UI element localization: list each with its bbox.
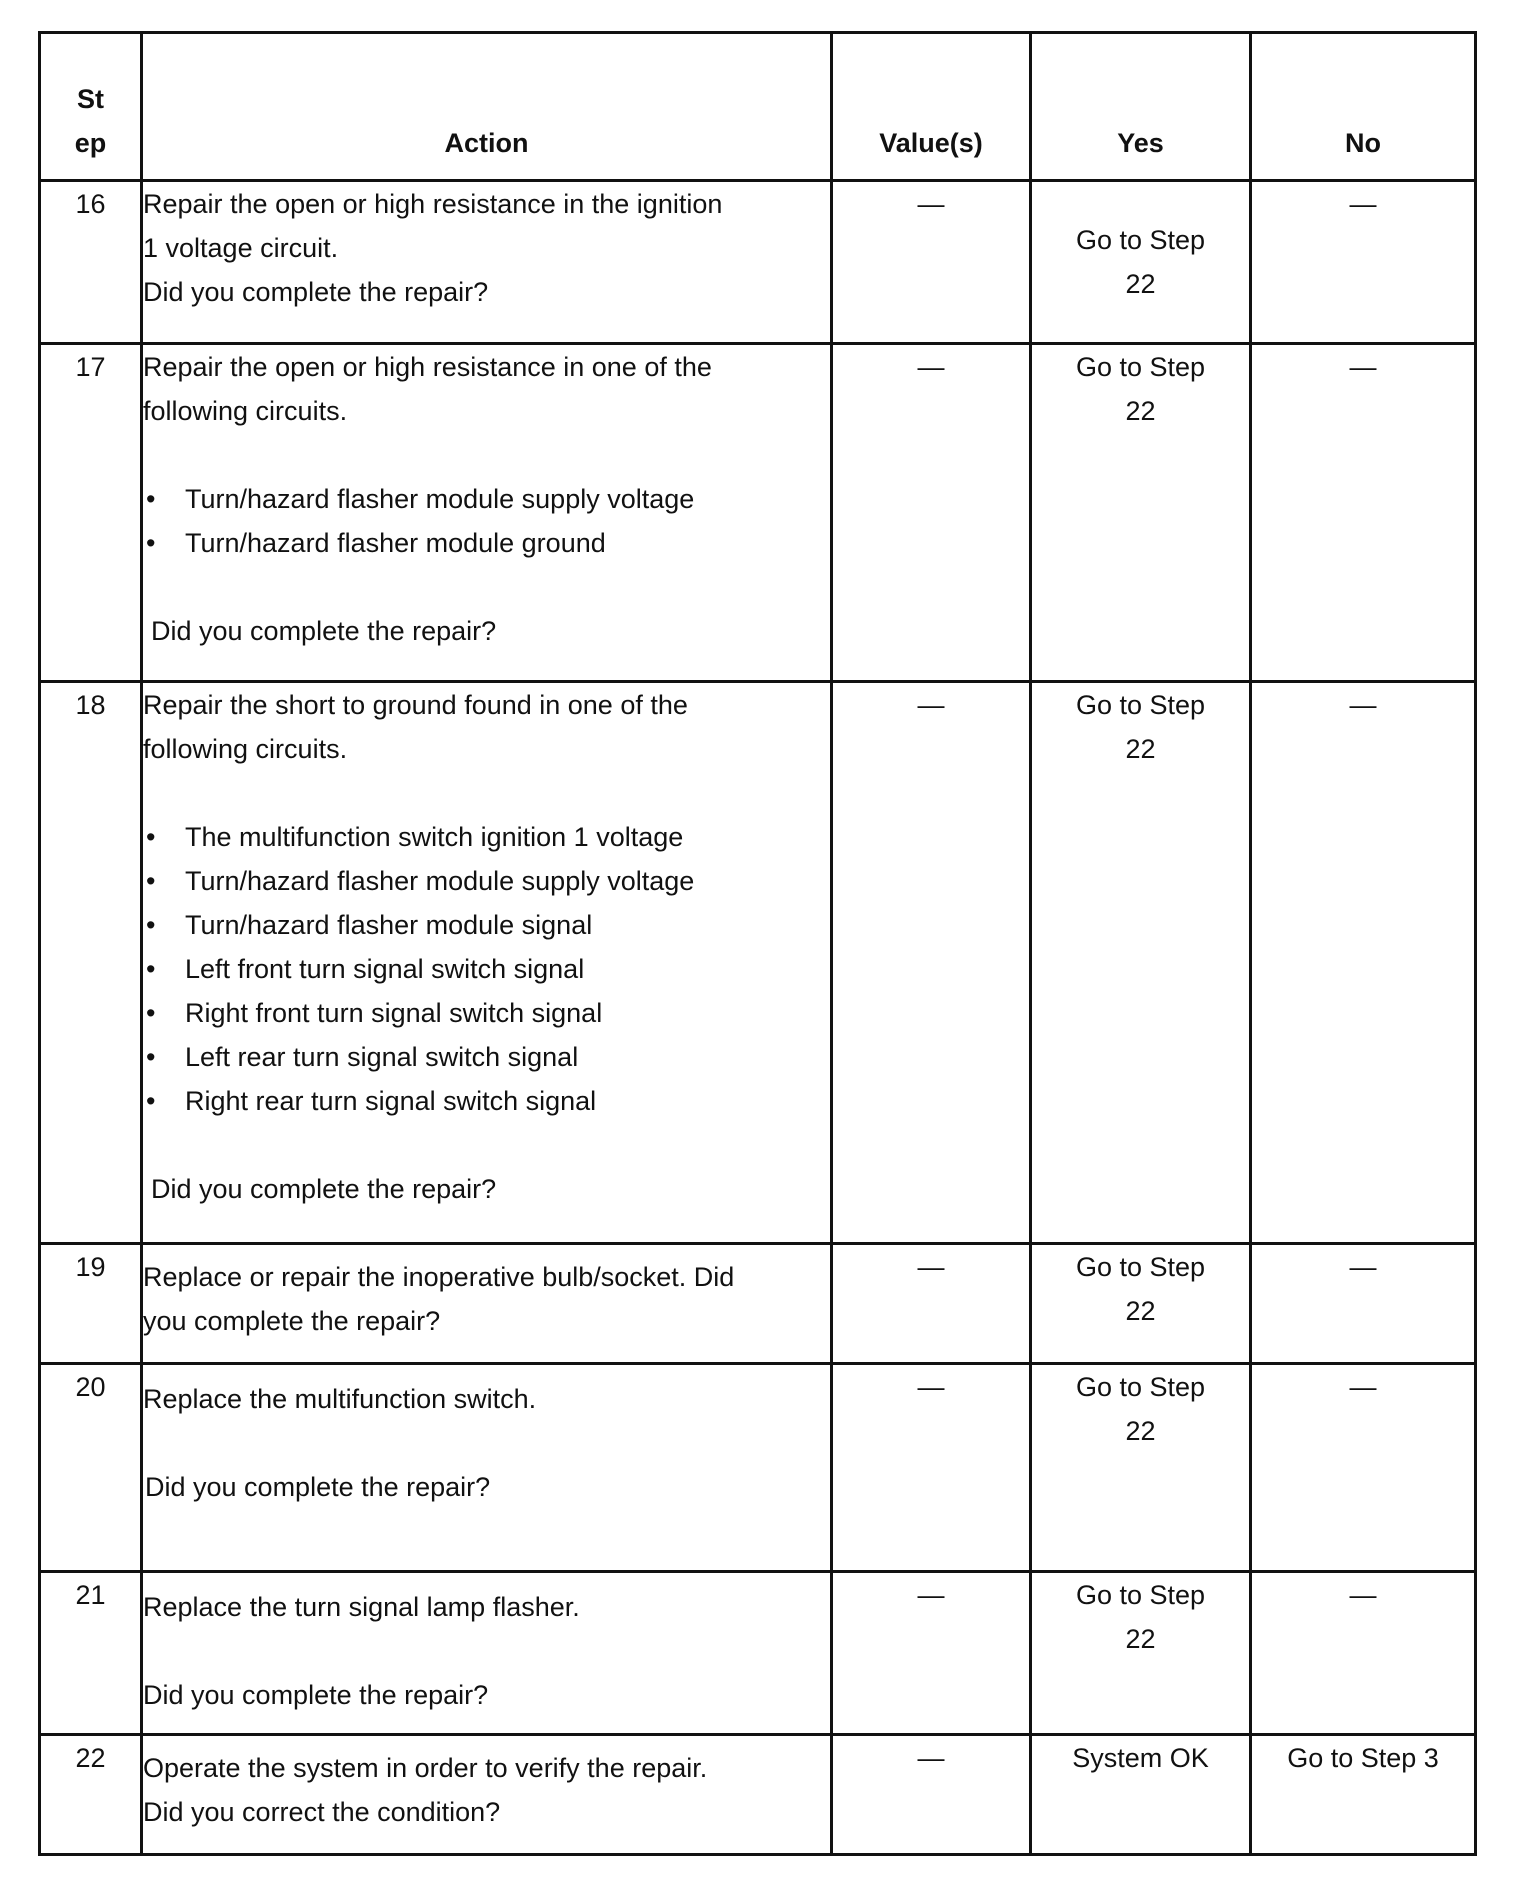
no-cell (1251, 1735, 1476, 1855)
yes-link-step[interactable]: 22 (1125, 396, 1156, 426)
action-text: following circuits. (143, 396, 348, 426)
step-number: 17 (40, 344, 142, 682)
no-cell: — (1251, 1572, 1476, 1735)
value-cell: — (832, 1244, 1031, 1364)
action-text: you complete the repair? (143, 1306, 441, 1336)
yes-link-step[interactable]: 22 (1125, 1624, 1156, 1654)
list-item: • Left rear turn signal switch signal (143, 1035, 830, 1079)
yes-link[interactable]: Go to Step (1075, 352, 1206, 382)
step-number: 18 (40, 682, 142, 1244)
yes-link[interactable]: Go to Step (1075, 1252, 1206, 1282)
yes-link-step[interactable]: 22 (1125, 269, 1156, 299)
action-text: 1 voltage circuit. (143, 233, 339, 263)
list-item: • The multifunction switch ignition 1 voltage (143, 815, 830, 859)
header-values: Value(s) (832, 33, 1031, 181)
yes-cell (1031, 1735, 1251, 1855)
step-number: 21 (40, 1572, 142, 1735)
value-cell: — (832, 1364, 1031, 1572)
header-no: No (1251, 33, 1476, 181)
yes-link[interactable]: Go to Step (1075, 1580, 1206, 1610)
value-cell: — (832, 1572, 1031, 1735)
table-row (40, 344, 1476, 682)
table-row (40, 1572, 1476, 1735)
table-row (40, 1364, 1476, 1572)
table-row (40, 181, 1476, 344)
header-yes: Yes (1031, 33, 1251, 181)
yes-cell (1031, 1244, 1251, 1364)
yes-cell (1031, 181, 1251, 344)
value-cell: — (832, 682, 1031, 1244)
action-text: Repair the open or high resistance in one of the (143, 352, 712, 382)
action-text: Repair the short to ground found in one of the (143, 690, 688, 720)
no-cell: — (1251, 344, 1476, 682)
no-cell: — (1251, 181, 1476, 344)
list-item: • Left front turn signal switch signal (143, 947, 830, 991)
action-cell (142, 181, 832, 344)
action-cell (142, 1735, 832, 1855)
yes-link-step[interactable]: 22 (1125, 1416, 1156, 1446)
list-item: • Turn/hazard flasher module supply voltage (143, 477, 830, 521)
action-text: Repair the open or high resistance in the ignition (143, 189, 723, 219)
yes-link-step[interactable]: 22 (1125, 734, 1156, 764)
yes-cell (1031, 1572, 1251, 1735)
action-text: Replace the multifunction switch. (143, 1384, 537, 1414)
yes-cell (1031, 344, 1251, 682)
action-cell (142, 682, 832, 1244)
action-cell (142, 344, 832, 682)
action-text: following circuits. (143, 734, 348, 764)
list-item: • Turn/hazard flasher module ground (143, 521, 830, 565)
action-question: Did you complete the repair? (151, 616, 497, 646)
action-text: Replace or repair the inoperative bulb/socket. Did (143, 1262, 735, 1292)
no-cell: — (1251, 682, 1476, 1244)
header-row (40, 33, 1476, 181)
no-cell: — (1251, 1364, 1476, 1572)
diagnostic-table (38, 31, 1477, 1856)
action-question: Did you complete the repair? (145, 1472, 491, 1502)
list-item: • Right front turn signal switch signal (143, 991, 830, 1035)
list-item: • Turn/hazard flasher module supply voltage (143, 859, 830, 903)
yes-link[interactable]: Go to Step (1075, 690, 1206, 720)
table-row (40, 1735, 1476, 1855)
action-cell (142, 1364, 832, 1572)
step-number: 19 (40, 1244, 142, 1364)
header-step-line1: St (77, 84, 104, 114)
no-link[interactable]: Go to Step 3 (1287, 1743, 1439, 1773)
yes-cell (1031, 1364, 1251, 1572)
circuit-list (143, 815, 830, 1123)
circuit-list (143, 477, 830, 565)
action-cell (142, 1244, 832, 1364)
yes-link[interactable]: Go to Step (1075, 225, 1206, 255)
step-number: 16 (40, 181, 142, 344)
yes-link-step[interactable]: 22 (1125, 1296, 1156, 1326)
step-number: 22 (40, 1735, 142, 1855)
value-cell: — (832, 344, 1031, 682)
yes-link[interactable]: Go to Step (1075, 1372, 1206, 1402)
system-ok-text: System OK (1072, 1743, 1209, 1773)
header-step (40, 33, 142, 181)
yes-cell (1031, 682, 1251, 1244)
value-cell: — (832, 181, 1031, 344)
action-cell (142, 1572, 832, 1735)
header-step-line2: ep (74, 128, 107, 158)
no-cell: — (1251, 1244, 1476, 1364)
value-cell: — (832, 1735, 1031, 1855)
header-action: Action (142, 33, 832, 181)
action-question: Did you complete the repair? (143, 277, 489, 307)
action-question: Did you complete the repair? (151, 1174, 497, 1204)
action-question: Did you correct the condition? (143, 1797, 501, 1827)
action-text: Replace the turn signal lamp flasher. (143, 1592, 580, 1622)
list-item: • Turn/hazard flasher module signal (143, 903, 830, 947)
action-question: Did you complete the repair? (143, 1680, 489, 1710)
action-text: Operate the system in order to verify the repair. (143, 1753, 708, 1783)
table-row (40, 1244, 1476, 1364)
table-row (40, 682, 1476, 1244)
step-number: 20 (40, 1364, 142, 1572)
list-item: • Right rear turn signal switch signal (143, 1079, 830, 1123)
